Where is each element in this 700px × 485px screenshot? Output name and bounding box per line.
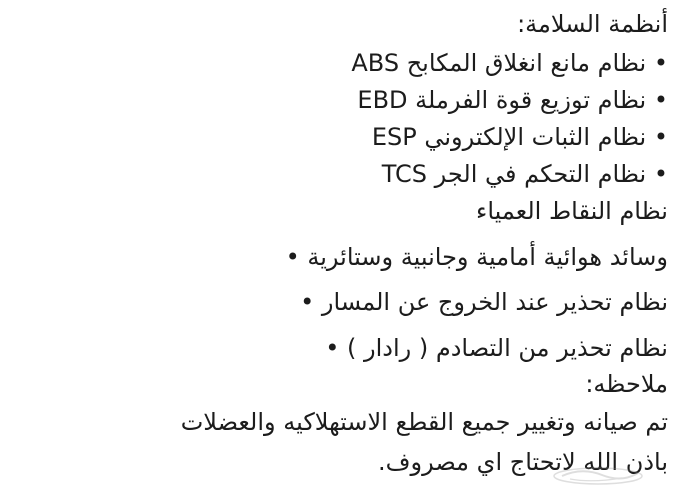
section-heading: أنظمة السلامة: bbox=[517, 10, 668, 38]
list-item: ESP نظام الثبات الإلكتروني • bbox=[371, 123, 668, 151]
list-item: نظام تحذير عند الخروج عن المسار • bbox=[300, 288, 668, 316]
list-item: وسائد هوائية أمامية وجانبية وستائرية • bbox=[285, 243, 668, 271]
list-item: نظام النقاط العمياء bbox=[476, 197, 668, 225]
haraj-logo-watermark bbox=[552, 463, 644, 485]
note-line: تم صيانه وتغيير جميع القطع الاستهلاكيه والعضلات bbox=[180, 408, 668, 436]
list-item: ABS نظام مانع انغلاق المكابح • bbox=[351, 49, 668, 77]
list-item: نظام تحذير من التصادم ( رادار ) • bbox=[325, 334, 668, 362]
list-item: TCS نظام التحكم في الجر • bbox=[381, 160, 668, 188]
note-line: باذن الله لاتحتاج اي مصروف. bbox=[378, 448, 668, 476]
note-heading: ملاحظه: bbox=[585, 370, 668, 398]
list-item: EBD نظام توزيع قوة الفرملة • bbox=[357, 86, 668, 114]
